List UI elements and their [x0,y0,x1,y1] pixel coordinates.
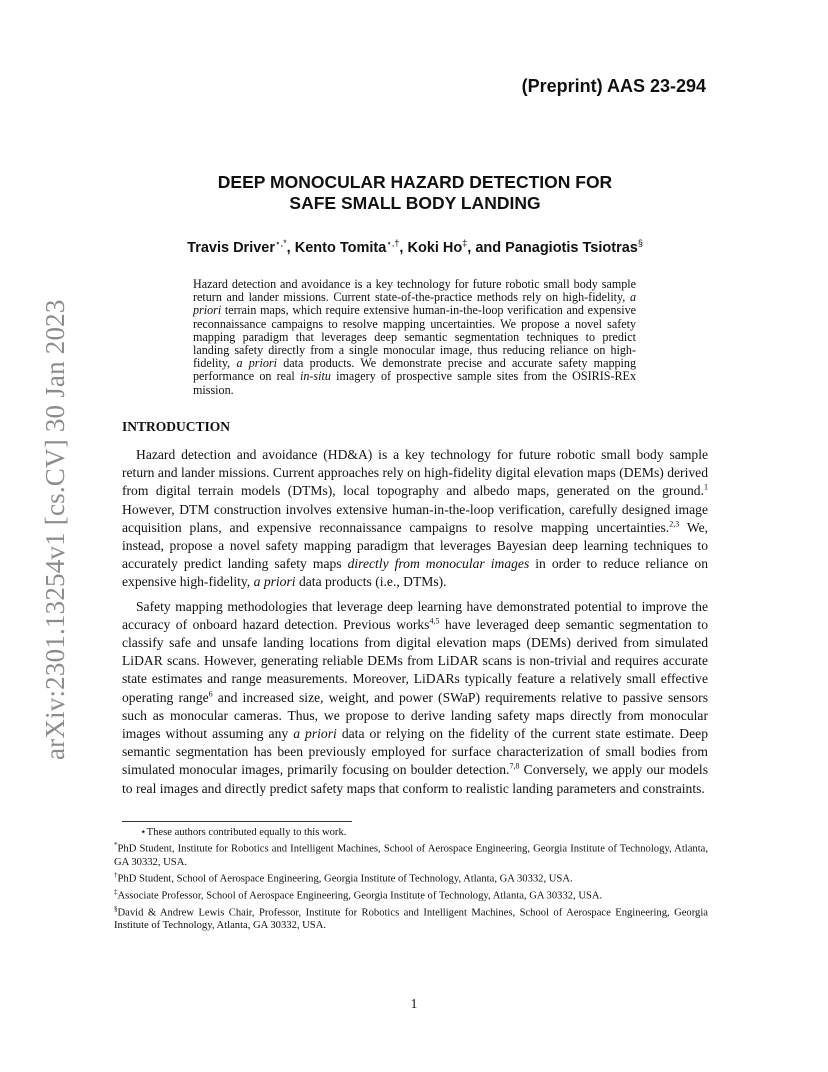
abstract-emphasis: a priori [236,356,277,371]
author-name: Koki Ho [407,239,463,256]
preprint-label: (Preprint) AAS 23-294 [521,76,706,96]
footnote-text: PhD Student, Institute for Robotics and Intelligent Machines, School of Aerospace Engineering, Georgia Institute of Technology, Atlanta, GA 30332, USA. [114,843,708,868]
abstract-emphasis: in-situ [299,369,331,384]
author-mark: ⋆,† [386,238,400,248]
footnote [114,886,708,903]
footnote [114,826,708,839]
body-text: Hazard detection and avoidance (HD&A) is a key technology for future robotic small body sample return and lander missions. Current approaches rely on high-fidelity digital elevation maps (DEMs) derived from digital terrain models (DTMs), local topography and albedo maps, generated on the ground. [122,447,708,499]
abstract [193,278,636,397]
author-list [122,238,708,256]
footnote-mark: § [114,904,118,913]
citation: 6 [208,689,213,699]
citation: 7,8 [509,761,520,771]
title-line-2: SAFE SMALL BODY LANDING [289,193,541,213]
author-separator: , and [467,239,506,256]
citation: 1 [704,482,708,492]
footnote-text: Associate Professor, School of Aerospace Engineering, Georgia Institute of Technology, Atlanta, GA 30332, USA. [117,890,603,902]
author-separator: , [399,239,408,256]
paragraph [122,598,708,798]
body-text: Conversely, we apply our models to real images and directly predict safety maps that conform to realistic landing parameters and constraints. [122,762,708,796]
author-mark: ⋆,* [275,238,287,248]
emphasis: a priori [293,726,337,742]
abstract-text: Hazard detection and avoidance is a key technology for future robotic small body sample return and lander missions. Current state-of-the-practice methods rely on high-fidelity, [193,277,636,305]
footnotes [114,826,708,933]
author-name: Panagiotis Tsiotras [505,239,638,256]
footnote-text: ⋆These authors contributed equally to this work. [140,827,347,838]
body-text: in order to reduce reliance on expensive high-fidelity, [122,556,708,590]
author-separator: , [286,239,295,256]
paper-title [122,172,708,214]
footnote-divider [122,821,352,822]
section-heading: INTRODUCTION [122,419,231,434]
footnote-mark: ‡ [114,887,118,896]
footnote-text: David & Andrew Lewis Chair, Professor, Institute for Robotics and Intelligent Machines, School of Aerospace Engineering, Georgia Institute of Technology, Atlanta, GA 30332, USA. [114,907,708,932]
abstract-text: data products. We demonstrate precise and accurate safety mapping performance on real [193,356,636,384]
footnote [114,903,708,933]
arxiv-id: arXiv:2301.13254v1 [cs.CV] 30 Jan 2023 [40,299,70,760]
footnote [114,869,708,886]
footnote-mark: * [114,841,118,850]
emphasis: directly from monocular images [347,556,530,572]
body-text: data products (i.e., DTMs). [295,574,447,590]
abstract-text: imagery of prospective sample sites from the OSIRIS-REx mission. [193,369,636,397]
citation: 4,5 [429,616,440,626]
emphasis: a priori [253,574,296,590]
body-text: have leveraged deep semantic segmentation to classify safe and unsafe landing locations from digital elevation maps (DEMs) derived from simulated LiDAR scans. However, generating reliable DEMs from LiDAR scans is non-trivial and requires accurate state estimates and range measurements. Moreover, LiDARs typically feature a relatively small effective operating range [122,616,708,705]
body-text: We, instead, propose a novel safety mapping paradigm that leverages Bayesian deep learning techniques to accurately predict landing safety maps [122,519,708,572]
author-mark: § [637,238,643,248]
paragraph [122,446,708,592]
citation: 2,3 [669,519,680,529]
body-text: and increased size, weight, and power (SWaP) requirements relative to passive sensors such as monocular cameras. Thus, we propose to derive landing safety maps directly from monocular images without assuming any [122,689,708,742]
author-name: Travis Driver [187,239,276,256]
body-text: However, DTM construction involves extensive human-in-the-loop verification, carefully designed image acquisition plans, and expensive reconnaissance campaigns to resolve mapping uncertainties. [122,501,708,535]
arxiv-stamp [18,290,70,760]
abstract-emphasis: a priori [193,290,636,318]
body-text: data or relying on the fidelity of the current state estimate. Deep semantic segmentation has been previously employed for surface characterization of small bodies from simulated monocular images, primarily focusing on boulder detection. [122,726,708,778]
body-text: Safety mapping methodologies that leverage deep learning have demonstrated potential to improve the accuracy of onboard hazard detection. Previous works [122,598,708,632]
author-mark: ‡ [462,238,468,248]
abstract-text: terrain maps, which require extensive human-in-the-loop verification and expensive reconnaissance campaigns to resolve mapping uncertainties. We propose a novel safety mapping paradigm that leverages deep semantic segmentation techniques to predict landing safety directly from a single monocular image, thus reducing reliance on high-fidelity, [193,303,636,371]
introduction-body [122,446,708,804]
footnote-mark: † [114,871,118,880]
author-name: Kento Tomita [294,239,387,256]
footnote [114,839,708,869]
title-line-1: DEEP MONOCULAR HAZARD DETECTION FOR [217,172,613,192]
footnote-text: PhD Student, School of Aerospace Engineering, Georgia Institute of Technology, Atlanta, GA 30332, USA. [117,873,573,885]
page-number: 1 [410,996,418,1011]
